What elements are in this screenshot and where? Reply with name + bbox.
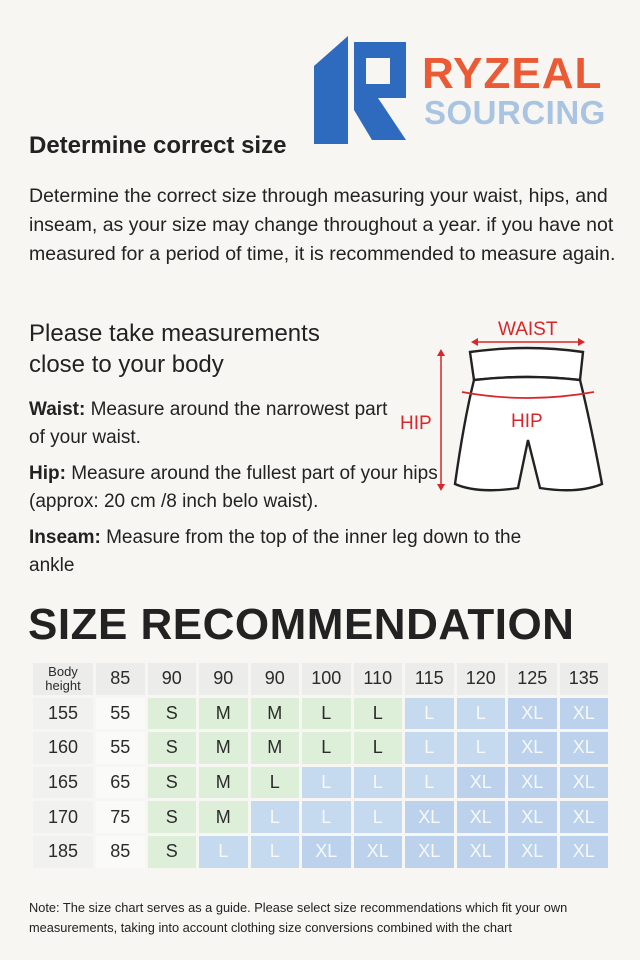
table-cell: L — [457, 732, 506, 764]
table-cell: 75 — [96, 801, 145, 833]
weight-header: 100 — [302, 663, 351, 695]
weight-header: 120 — [457, 663, 506, 695]
waist-definition — [29, 396, 389, 452]
table-cell: M — [199, 732, 248, 764]
corner-header — [33, 663, 93, 695]
table-cell: L — [405, 698, 454, 730]
table-cell: L — [354, 801, 403, 833]
height-cell: 155 — [33, 698, 93, 730]
brand-name-line1: RYZEAL — [422, 49, 603, 98]
table-cell: S — [148, 836, 197, 868]
table-cell: L — [251, 801, 300, 833]
table-cell: S — [148, 732, 197, 764]
weight-header: 115 — [405, 663, 454, 695]
inseam-text: Measure from the top of the inner leg down to the ankle — [29, 527, 522, 576]
inseam-term: Inseam: — [29, 527, 101, 548]
table-cell: XL — [405, 801, 454, 833]
waist-label: WAIST — [498, 319, 558, 340]
table-cell: S — [148, 698, 197, 730]
hip-label-left: HIP — [400, 413, 432, 434]
waistband — [470, 348, 583, 380]
table-cell: L — [354, 767, 403, 799]
table-cell: L — [302, 698, 351, 730]
brand-name-line2: SOURCING — [424, 94, 606, 131]
hip-term: Hip: — [29, 463, 66, 484]
weight-header: 125 — [508, 663, 557, 695]
table-cell: M — [199, 767, 248, 799]
height-cell: 165 — [33, 767, 93, 799]
table-cell: XL — [457, 836, 506, 868]
size-chart-note: Note: The size chart serves as a guide. Please select size recommendations which fit your own measurements, taking into account clothing size conversions combined with the chart — [29, 900, 568, 935]
table-cell: 85 — [96, 836, 145, 868]
waist-term: Waist: — [29, 399, 86, 420]
table-cell: M — [199, 698, 248, 730]
brand-logo-mark — [314, 36, 414, 144]
table-cell: XL — [457, 801, 506, 833]
corner-label-body: Body — [48, 663, 78, 679]
table-cell: L — [457, 698, 506, 730]
table-cell: XL — [405, 836, 454, 868]
table-cell: L — [199, 836, 248, 868]
table-cell: L — [251, 836, 300, 868]
table-cell: L — [302, 801, 351, 833]
table-row — [33, 732, 608, 764]
table-row — [33, 698, 608, 730]
table-cell: XL — [508, 698, 557, 730]
table-cell: XL — [560, 732, 609, 764]
height-cell: 160 — [33, 732, 93, 764]
height-cell: 185 — [33, 836, 93, 868]
determine-title: Determine correct size — [29, 132, 287, 159]
size-table — [30, 660, 611, 871]
table-cell: XL — [354, 836, 403, 868]
hip-label-center: HIP — [511, 411, 543, 432]
table-cell: XL — [560, 801, 609, 833]
table-cell: 65 — [96, 767, 145, 799]
table-cell: L — [251, 767, 300, 799]
size-recommendation-title: SIZE RECOMMENDATION — [28, 600, 575, 649]
table-cell: XL — [508, 836, 557, 868]
table-row — [33, 767, 608, 799]
table-cell: M — [251, 698, 300, 730]
weight-header: 90 — [199, 663, 248, 695]
table-cell: XL — [560, 836, 609, 868]
table-cell: XL — [508, 767, 557, 799]
hip-definition — [29, 460, 439, 516]
table-cell: XL — [508, 732, 557, 764]
table-cell: 55 — [96, 732, 145, 764]
table-cell: XL — [302, 836, 351, 868]
height-cell: 170 — [33, 801, 93, 833]
weight-header: 85 — [96, 663, 145, 695]
table-header-row — [33, 663, 608, 695]
table-cell: L — [302, 767, 351, 799]
measure-title: Please take measurements close to your body — [29, 320, 320, 378]
brand-logo — [314, 36, 614, 146]
weight-header: 110 — [354, 663, 403, 695]
table-cell: L — [405, 732, 454, 764]
table-cell: XL — [508, 801, 557, 833]
table-cell: XL — [457, 767, 506, 799]
table-cell: S — [148, 801, 197, 833]
weight-header: 90 — [251, 663, 300, 695]
table-cell: M — [251, 732, 300, 764]
table-cell: L — [354, 732, 403, 764]
table-cell: M — [199, 801, 248, 833]
corner-label-height: height — [45, 677, 81, 693]
table-row — [33, 836, 608, 868]
table-row — [33, 801, 608, 833]
table-cell: XL — [560, 767, 609, 799]
determine-text: Determine the correct size through measuring your waist, hips, and inseam, as your size may change throughout a year. if you have not measured for a period of time, it is recommended to measure again. — [29, 185, 616, 265]
shorts-diagram — [396, 316, 616, 506]
table-cell: L — [354, 698, 403, 730]
table-cell: L — [302, 732, 351, 764]
table-cell: XL — [560, 698, 609, 730]
inseam-definition — [29, 524, 539, 580]
weight-header: 135 — [560, 663, 609, 695]
table-cell: L — [405, 767, 454, 799]
table-cell: S — [148, 767, 197, 799]
hip-text: Measure around the fullest part of your hips (approx: 20 cm /8 inch belo waist). — [29, 463, 438, 512]
table-cell: 55 — [96, 698, 145, 730]
weight-header: 90 — [148, 663, 197, 695]
waist-text: Measure around the narrowest part of your waist. — [29, 399, 388, 448]
